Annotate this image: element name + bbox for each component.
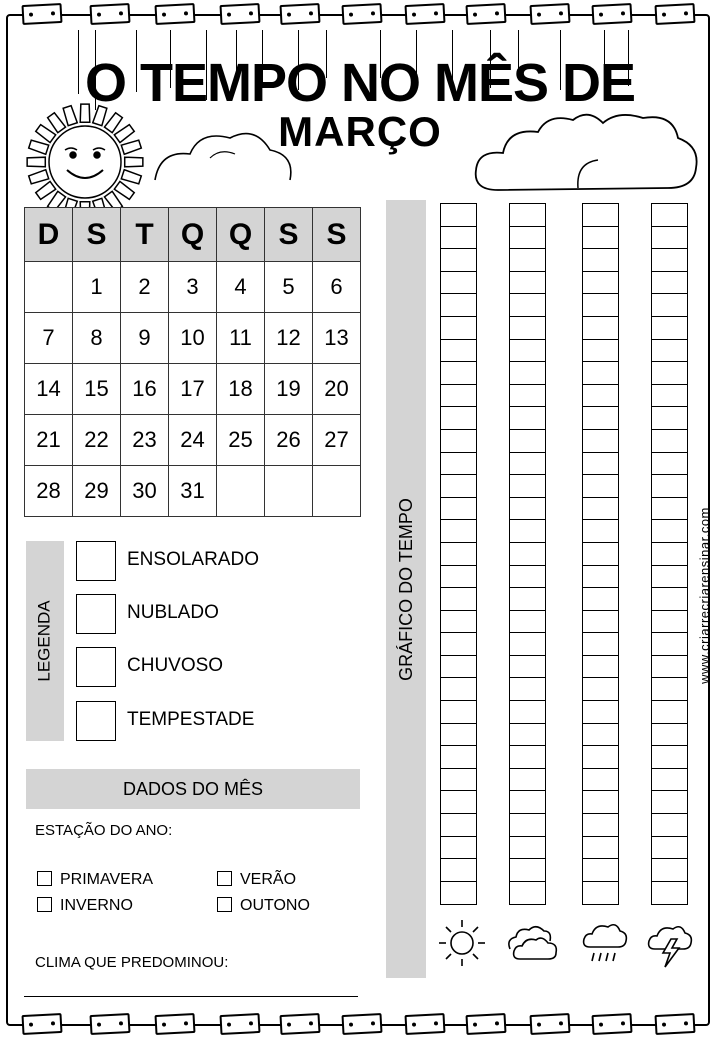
legend-label: ENSOLARADO (127, 549, 259, 570)
decorative-tag (280, 1013, 321, 1035)
chart-cell[interactable] (441, 543, 476, 566)
chart-cell[interactable] (510, 701, 545, 724)
chart-cell[interactable] (583, 678, 618, 701)
legend-label: NUBLADO (127, 602, 219, 623)
chart-cell[interactable] (583, 453, 618, 476)
chart-cell[interactable] (652, 656, 687, 679)
sun-icon (434, 915, 490, 971)
chart-cell[interactable] (441, 769, 476, 792)
chart-cell[interactable] (510, 204, 545, 227)
chart-cell[interactable] (441, 882, 476, 905)
chart-cell[interactable] (652, 566, 687, 589)
chart-cell[interactable] (510, 611, 545, 634)
chart-cell[interactable] (441, 791, 476, 814)
decorative-tag (90, 1013, 131, 1035)
chart-cell[interactable] (652, 791, 687, 814)
chart-cell[interactable] (441, 204, 476, 227)
chart-cell[interactable] (510, 249, 545, 272)
sun-ray (27, 157, 45, 167)
chart-cell[interactable] (441, 701, 476, 724)
decorative-tag (22, 3, 63, 25)
calendar-day-cell[interactable]: 4 (217, 262, 265, 313)
calendar-day-cell[interactable]: 13 (313, 313, 361, 364)
chart-cell[interactable] (583, 407, 618, 430)
calendar-day-cell[interactable]: 1 (73, 262, 121, 313)
chart-cell[interactable] (583, 249, 618, 272)
chart-cell[interactable] (652, 385, 687, 408)
calendar-day-cell[interactable]: 21 (25, 415, 73, 466)
calendar-week-row (25, 364, 361, 415)
chart-cell[interactable] (510, 791, 545, 814)
option-primavera[interactable] (37, 871, 153, 889)
legend-label: CHUVOSO (127, 655, 224, 676)
calendar-day-cell[interactable]: 29 (73, 466, 121, 517)
chart-cell[interactable] (510, 566, 545, 589)
chart-cell[interactable] (441, 227, 476, 250)
chart-cell[interactable] (441, 859, 476, 882)
calendar-week-row (25, 466, 361, 517)
dados-header: DADOS DO MÊS (26, 769, 360, 809)
calendar-day-cell[interactable]: 15 (73, 364, 121, 415)
chart-cell[interactable] (441, 678, 476, 701)
chart-cell[interactable] (441, 272, 476, 295)
decorative-tag (155, 3, 196, 25)
chart-cell[interactable] (441, 498, 476, 521)
chart-cell[interactable] (441, 814, 476, 837)
calendar-day-cell[interactable] (265, 466, 313, 517)
chart-cell[interactable] (652, 588, 687, 611)
chart-cell[interactable] (583, 430, 618, 453)
chart-cell[interactable] (652, 204, 687, 227)
chart-cell[interactable] (583, 227, 618, 250)
sun-ray (29, 170, 49, 184)
chart-cell[interactable] (583, 814, 618, 837)
weather-column-rain[interactable] (582, 203, 619, 905)
chart-cell[interactable] (510, 678, 545, 701)
calendar-day-cell[interactable]: 25 (217, 415, 265, 466)
sun-ray (121, 170, 141, 184)
calendar-day-cell[interactable]: 10 (169, 313, 217, 364)
chart-cell[interactable] (510, 407, 545, 430)
chart-cell[interactable] (652, 520, 687, 543)
calendar-weekday: Q (169, 208, 217, 262)
chart-cell[interactable] (652, 362, 687, 385)
chart-cell[interactable] (510, 769, 545, 792)
calendar-week-row (25, 262, 361, 313)
decorative-tag (155, 1013, 196, 1035)
chart-cell[interactable] (652, 678, 687, 701)
chart-cell[interactable] (652, 294, 687, 317)
weather-column-cloud[interactable] (509, 203, 546, 905)
checkbox[interactable] (217, 871, 232, 886)
chart-cell[interactable] (441, 588, 476, 611)
month-title: MARÇO (278, 108, 442, 155)
checkbox[interactable] (217, 897, 232, 912)
chart-cell[interactable] (510, 724, 545, 747)
legend-color-box[interactable] (76, 701, 116, 741)
grafico-title: GRÁFICO DO TEMPO (395, 497, 416, 681)
calendar-day-cell[interactable]: 11 (217, 313, 265, 364)
calendar-day-cell[interactable]: 23 (121, 415, 169, 466)
chart-cell[interactable] (510, 317, 545, 340)
chart-cell[interactable] (652, 814, 687, 837)
calendar-day-cell[interactable] (25, 262, 73, 313)
chart-cell[interactable] (510, 656, 545, 679)
calendar-weekday-row (25, 208, 361, 262)
chart-cell[interactable] (583, 272, 618, 295)
chart-cell[interactable] (583, 611, 618, 634)
option-outono[interactable] (217, 897, 310, 915)
chart-cell[interactable] (510, 453, 545, 476)
chart-cell[interactable] (583, 656, 618, 679)
website-credit (694, 480, 714, 710)
chart-cell[interactable] (652, 633, 687, 656)
calendar-day-cell[interactable] (313, 466, 361, 517)
chart-cell[interactable] (583, 543, 618, 566)
option-inverno[interactable] (37, 897, 133, 915)
chart-cell[interactable] (652, 475, 687, 498)
chart-cell[interactable] (652, 882, 687, 905)
checkbox[interactable] (37, 897, 52, 912)
chart-cell[interactable] (583, 859, 618, 882)
chart-cell[interactable] (652, 701, 687, 724)
option-label: VERÃO (240, 871, 297, 888)
calendar-day-cell[interactable]: 2 (121, 262, 169, 313)
chart-cell[interactable] (652, 430, 687, 453)
page-title: O TEMPO NO MÊS DE (84, 53, 636, 113)
chart-cell[interactable] (583, 588, 618, 611)
calendar-day-cell[interactable]: 6 (313, 262, 361, 313)
decorative-tag (342, 1013, 383, 1035)
decorative-tag (342, 3, 383, 25)
chart-cell[interactable] (510, 498, 545, 521)
chart-cell[interactable] (441, 746, 476, 769)
chart-cell[interactable] (652, 724, 687, 747)
chart-cell[interactable] (510, 362, 545, 385)
calendar-day-cell[interactable]: 8 (73, 313, 121, 364)
calendar-day-cell[interactable]: 18 (217, 364, 265, 415)
calendar-day-cell[interactable]: 27 (313, 415, 361, 466)
calendar-weekday: T (121, 208, 169, 262)
chart-cell[interactable] (441, 317, 476, 340)
chart-cell[interactable] (652, 272, 687, 295)
calendar-day-cell[interactable]: 30 (121, 466, 169, 517)
legend-color-box[interactable] (76, 541, 116, 581)
cloud-icon (504, 915, 562, 971)
decorative-tag (280, 3, 321, 25)
chart-cell[interactable] (441, 430, 476, 453)
calendar-day-cell[interactable]: 9 (121, 313, 169, 364)
chart-cell[interactable] (510, 340, 545, 363)
chart-cell[interactable] (510, 272, 545, 295)
calendar-day-cell[interactable]: 12 (265, 313, 313, 364)
chart-cell[interactable] (652, 407, 687, 430)
legend-title: LEGENDA (35, 600, 54, 682)
chart-cell[interactable] (583, 294, 618, 317)
chart-cell[interactable] (652, 227, 687, 250)
chart-cell[interactable] (652, 611, 687, 634)
chart-cell[interactable] (441, 249, 476, 272)
decorative-tag (22, 1013, 63, 1035)
decorative-tag (405, 1013, 446, 1035)
website-text: www.criarrecriarensinar.com (696, 506, 712, 684)
storm-icon (643, 915, 695, 973)
sun-ray (36, 181, 56, 199)
chart-cell[interactable] (510, 294, 545, 317)
option-verao[interactable] (217, 871, 296, 889)
chart-cell[interactable] (441, 362, 476, 385)
calendar-weekday: S (265, 208, 313, 262)
decorative-tag (90, 3, 131, 25)
chart-cell[interactable] (510, 543, 545, 566)
calendar-weekday: Q (217, 208, 265, 262)
chart-cell[interactable] (583, 837, 618, 860)
chart-cell[interactable] (583, 791, 618, 814)
chart-cell[interactable] (652, 453, 687, 476)
chart-cell[interactable] (510, 882, 545, 905)
grafico-side-label (386, 200, 426, 978)
decorative-tags-top (0, 2, 720, 30)
chart-cell[interactable] (441, 407, 476, 430)
chart-cell[interactable] (510, 227, 545, 250)
calendar-week-row (25, 415, 361, 466)
legend-label: TEMPESTADE (127, 709, 255, 730)
weather-column-sun[interactable] (440, 203, 477, 905)
calendar-weekday: S (73, 208, 121, 262)
decorative-tags-bottom (0, 1012, 720, 1040)
chart-cell[interactable] (583, 882, 618, 905)
calendar-day-cell[interactable]: 7 (25, 313, 73, 364)
decorative-tag (466, 3, 507, 25)
checkbox[interactable] (37, 871, 52, 886)
chart-cell[interactable] (583, 701, 618, 724)
calendar-day-cell[interactable]: 3 (169, 262, 217, 313)
chart-cell[interactable] (441, 837, 476, 860)
calendar-weekday: S (313, 208, 361, 262)
chart-cell[interactable] (441, 385, 476, 408)
estacao-label: ESTAÇÃO DO ANO: (35, 822, 173, 839)
rain-icon (578, 915, 630, 971)
chart-cell[interactable] (510, 814, 545, 837)
decorative-tag (220, 3, 261, 25)
clima-label: CLIMA QUE PREDOMINOU: (35, 954, 229, 971)
decorative-tag (466, 1013, 507, 1035)
decorative-tag (220, 1013, 261, 1035)
option-label: PRIMAVERA (60, 871, 154, 888)
chart-cell[interactable] (510, 746, 545, 769)
chart-cell[interactable] (441, 520, 476, 543)
decorative-tag (592, 3, 633, 25)
chart-cell[interactable] (583, 724, 618, 747)
chart-cell[interactable] (652, 249, 687, 272)
chart-cell[interactable] (652, 746, 687, 769)
decorative-tag (530, 1013, 571, 1035)
chart-cell[interactable] (441, 566, 476, 589)
legend-color-box[interactable] (76, 647, 116, 687)
chart-cell[interactable] (583, 769, 618, 792)
chart-cell[interactable] (652, 498, 687, 521)
calendar-day-cell[interactable]: 24 (169, 415, 217, 466)
calendar-week-row (25, 313, 361, 364)
calendar-day-cell[interactable]: 22 (73, 415, 121, 466)
chart-cell[interactable] (652, 859, 687, 882)
chart-cell[interactable] (510, 837, 545, 860)
chart-cell[interactable] (583, 475, 618, 498)
calendar-day-cell[interactable]: 28 (25, 466, 73, 517)
calendar-day-cell[interactable]: 19 (265, 364, 313, 415)
calendar-table (24, 207, 361, 517)
calendar-day-cell[interactable]: 17 (169, 364, 217, 415)
chart-cell[interactable] (652, 317, 687, 340)
calendar-day-cell[interactable]: 20 (313, 364, 361, 415)
weather-column-storm[interactable] (651, 203, 688, 905)
chart-cell[interactable] (652, 837, 687, 860)
chart-cell[interactable] (441, 340, 476, 363)
answer-line[interactable] (24, 996, 358, 997)
calendar-weekday: D (25, 208, 73, 262)
calendar-day-cell[interactable]: 26 (265, 415, 313, 466)
chart-cell[interactable] (583, 633, 618, 656)
decorative-tag (655, 3, 696, 25)
calendar-day-cell[interactable]: 16 (121, 364, 169, 415)
calendar-day-cell[interactable] (217, 466, 265, 517)
chart-cell[interactable] (510, 859, 545, 882)
calendar-day-cell[interactable]: 5 (265, 262, 313, 313)
calendar-day-cell[interactable]: 14 (25, 364, 73, 415)
chart-cell[interactable] (583, 204, 618, 227)
chart-cell[interactable] (583, 317, 618, 340)
option-label: INVERNO (60, 897, 133, 914)
chart-cell[interactable] (441, 294, 476, 317)
sun-ray (114, 181, 134, 199)
chart-cell[interactable] (510, 430, 545, 453)
chart-cell[interactable] (510, 385, 545, 408)
chart-cell[interactable] (652, 769, 687, 792)
option-label: OUTONO (240, 897, 310, 914)
chart-cell[interactable] (583, 520, 618, 543)
chart-cell[interactable] (510, 520, 545, 543)
chart-cell[interactable] (441, 633, 476, 656)
chart-cell[interactable] (510, 633, 545, 656)
chart-cell[interactable] (583, 385, 618, 408)
legend-side-label (26, 541, 64, 741)
chart-cell[interactable] (441, 611, 476, 634)
chart-cell[interactable] (441, 475, 476, 498)
decorative-tag (405, 3, 446, 25)
calendar-day-cell[interactable]: 31 (169, 466, 217, 517)
sun-ray (125, 157, 143, 167)
chart-cell[interactable] (583, 746, 618, 769)
chart-cell[interactable] (441, 724, 476, 747)
chart-cell[interactable] (441, 453, 476, 476)
chart-cell[interactable] (510, 475, 545, 498)
legend-color-box[interactable] (76, 594, 116, 634)
chart-cell[interactable] (441, 656, 476, 679)
chart-cell[interactable] (652, 340, 687, 363)
chart-cell[interactable] (652, 543, 687, 566)
chart-cell[interactable] (583, 498, 618, 521)
chart-cell[interactable] (583, 340, 618, 363)
chart-cell[interactable] (583, 362, 618, 385)
chart-cell[interactable] (510, 588, 545, 611)
decorative-tag (655, 1013, 696, 1035)
decorative-tag (530, 3, 571, 25)
decorative-tag (592, 1013, 633, 1035)
chart-cell[interactable] (583, 566, 618, 589)
